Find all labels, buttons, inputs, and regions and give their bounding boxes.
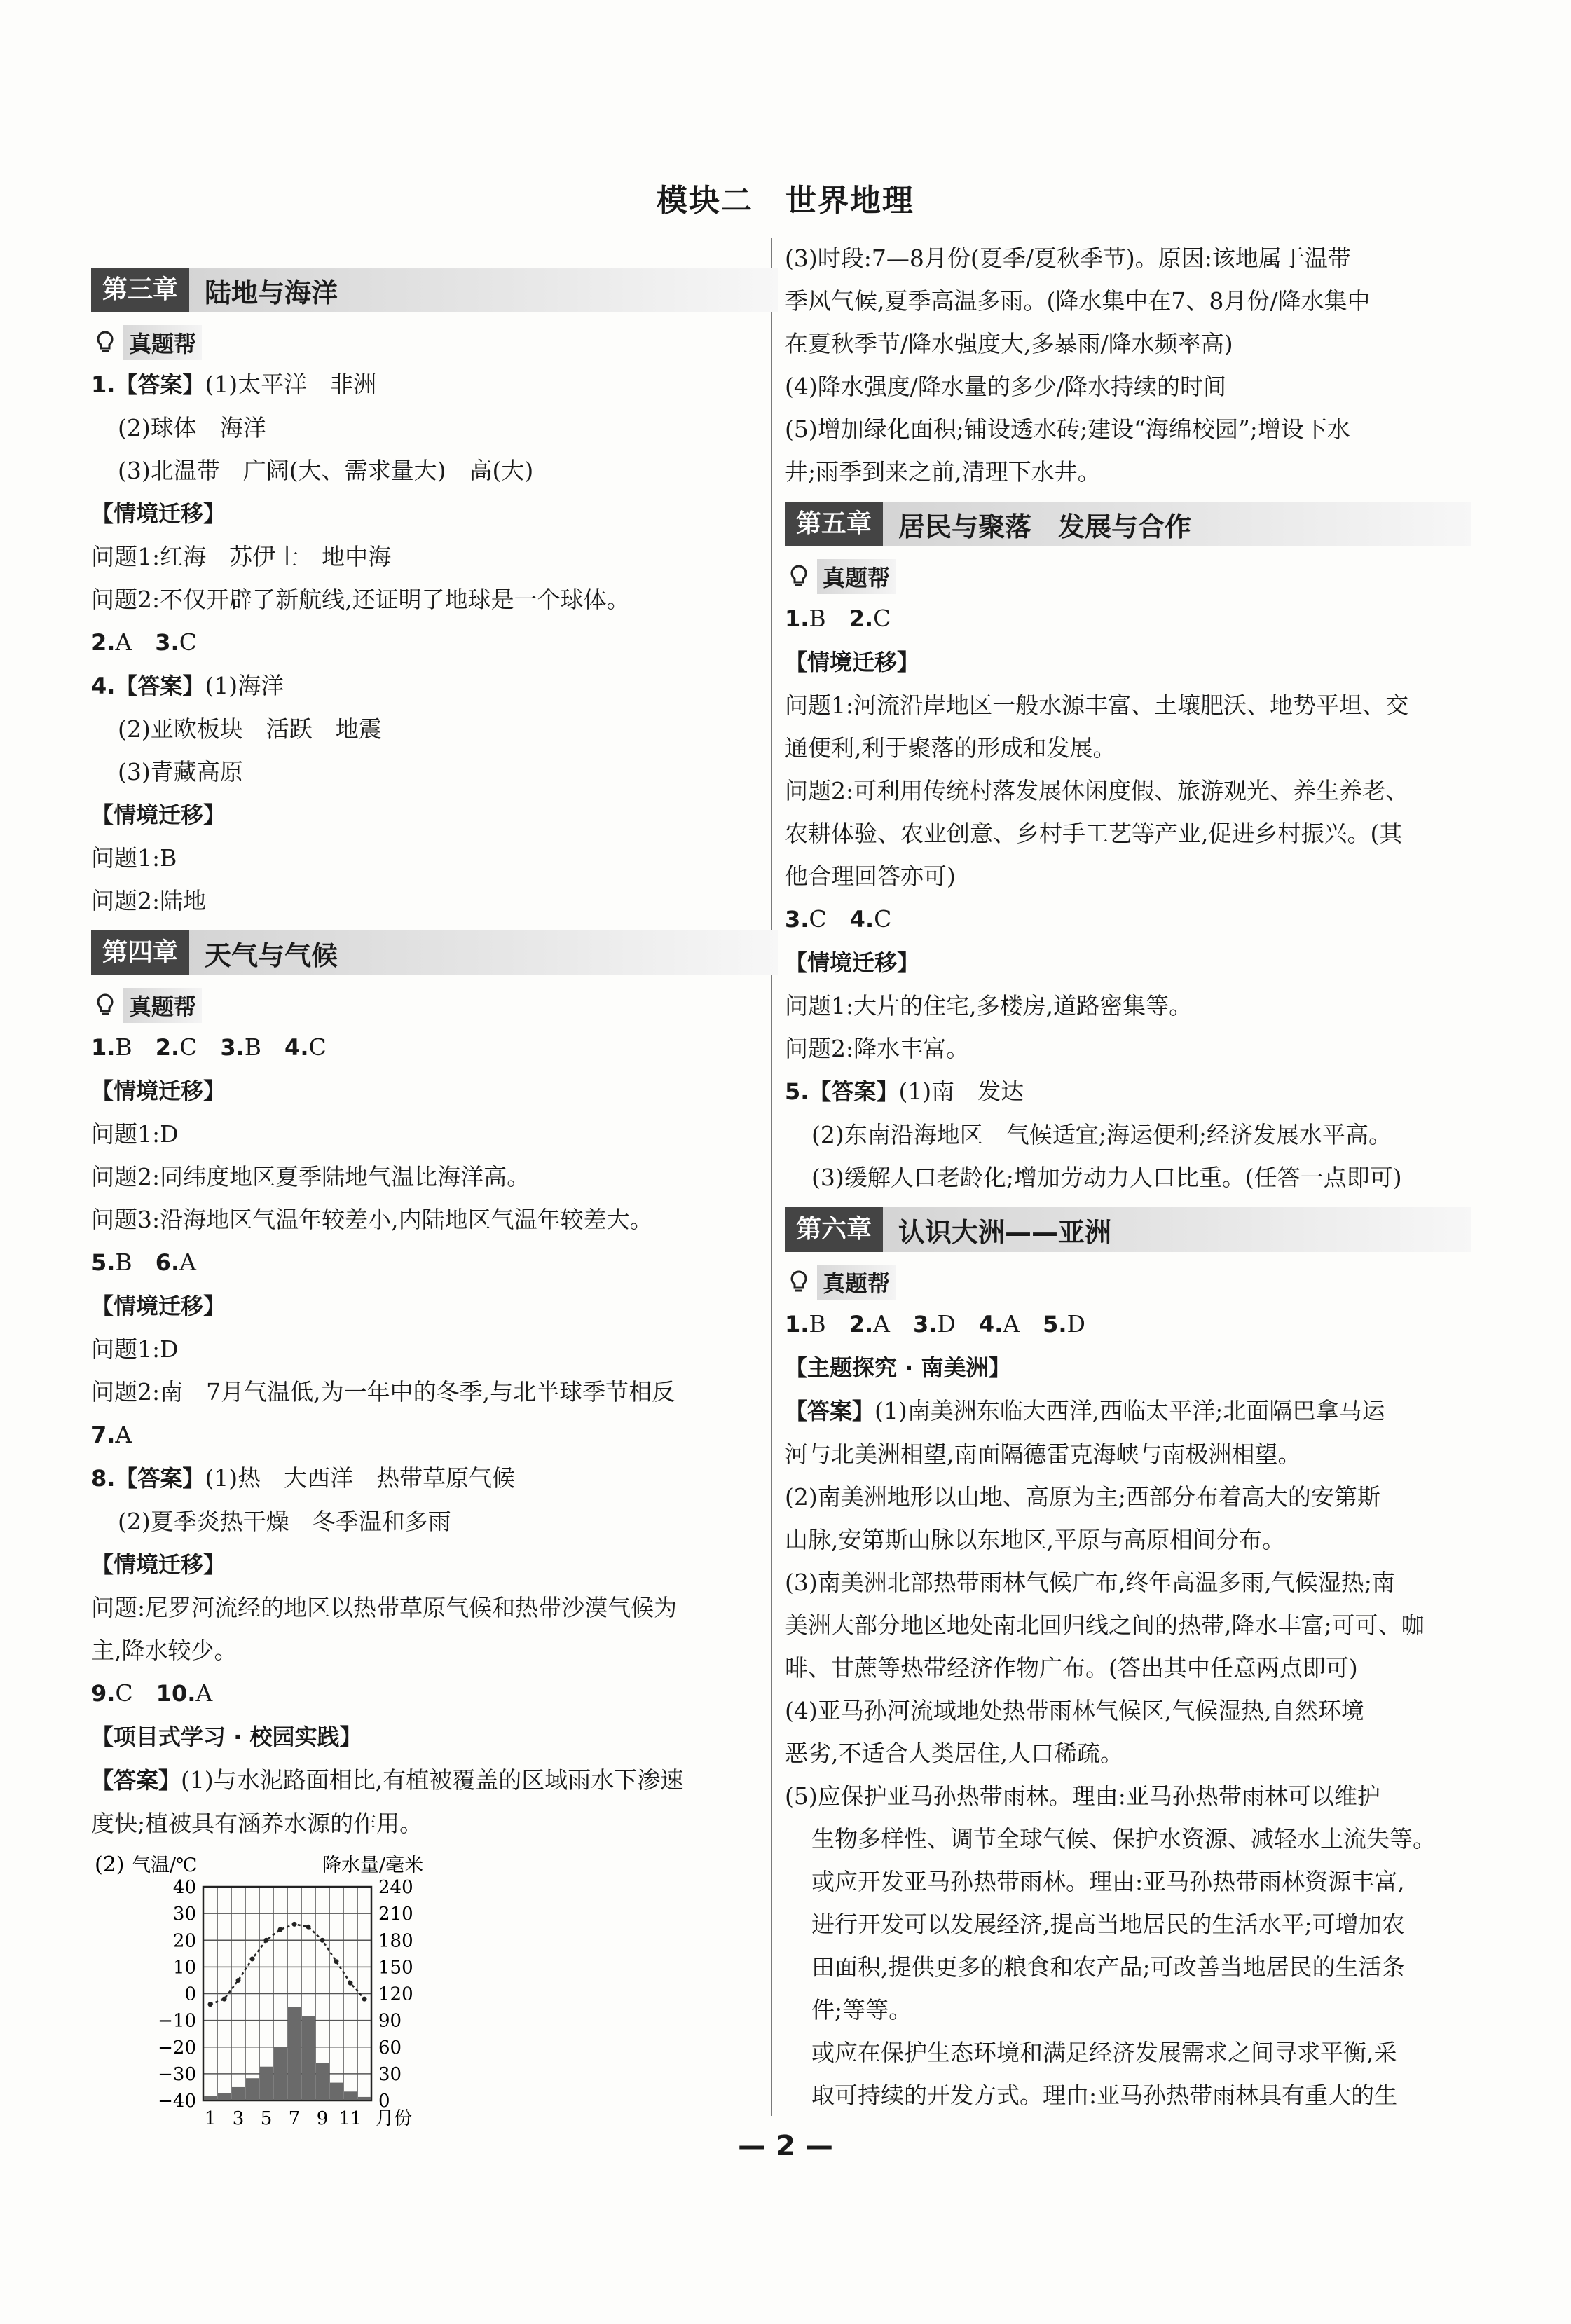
answer-label: 3. <box>912 1311 938 1338</box>
temperature-point <box>334 1959 339 1964</box>
precipitation-bar <box>232 2087 245 2100</box>
chapter-number: 第五章 <box>785 502 883 546</box>
answer-text: 啡、甘蔗等热带经济作物广布。(答出其中任意两点即可) <box>785 1654 1358 1682</box>
answer-label: 1. <box>785 605 809 632</box>
answer-line <box>91 1715 778 1759</box>
x-tick-label: 11 <box>338 2108 362 2129</box>
temperature-point <box>222 1997 227 2002</box>
answer-line <box>91 1113 778 1155</box>
answer-line <box>91 1198 778 1241</box>
answer-text: A <box>873 1310 913 1338</box>
answer-label: 6. <box>155 1249 180 1276</box>
answer-text: (1)南 发达 <box>898 1078 1024 1105</box>
left-column <box>91 259 778 2139</box>
chapter-title: 天气与气候 <box>205 940 338 971</box>
answer-text: (2)夏季炎热干燥 冬季温和多雨 <box>118 1508 451 1535</box>
answer-text: (2)南美洲地形以山地、高原为主;西部分布着高大的安第斯 <box>785 1483 1380 1511</box>
answer-text: 河与北美洲相望,南面隔德雷克海峡与南极洲相望。 <box>785 1441 1301 1468</box>
answer-label: 【情境迁移】 <box>91 500 226 527</box>
x-tick-label: 9 <box>316 2108 329 2129</box>
answer-label: 1. <box>785 1311 809 1338</box>
climate-chart <box>91 1845 778 2139</box>
answer-text: D <box>937 1310 979 1338</box>
answer-line <box>91 837 778 879</box>
answer-line <box>785 898 1471 941</box>
left-tick-label: −20 <box>158 2037 196 2058</box>
x-axis-label: 月份 <box>376 2108 413 2129</box>
answer-label: 3. <box>155 629 179 656</box>
answer-text: 问题2:可利用传统村落发展休闲度假、旅游观光、养生养老、 <box>785 777 1409 804</box>
answer-label: 2. <box>91 629 116 656</box>
answer-text: (1)太平洋 非洲 <box>205 371 377 398</box>
answer-line <box>91 1241 778 1284</box>
answer-label: 【主题探究 · 南美洲】 <box>785 1354 1011 1381</box>
answer-label: 【答案】 <box>91 1767 181 1794</box>
answer-text: (4)亚马孙河流域地处热带雨林气候区,气候湿热,自然环境 <box>785 1697 1364 1724</box>
answer-line <box>91 449 778 492</box>
answer-text: (1)南美洲东临大西洋,西临太平洋;北面隔巴拿马运 <box>874 1397 1385 1424</box>
answer-text: 问题1:红海 苏伊士 地中海 <box>91 543 392 570</box>
answer-line <box>785 1817 1471 1860</box>
answer-text: 问题3:沿海地区气温年较差小,内陆地区气温年较差大。 <box>91 1206 653 1233</box>
answer-line <box>785 640 1471 684</box>
answer-label: 【项目式学习 · 校园实践】 <box>91 1724 362 1750</box>
answer-line <box>91 1500 778 1543</box>
right-tick-label: 30 <box>378 2063 402 2085</box>
precipitation-bar <box>274 2047 287 2100</box>
answer-text: (5)应保护亚马孙热带雨林。理由:亚马孙热带雨林可以维护 <box>785 1782 1380 1810</box>
left-tick-label: 40 <box>172 1877 196 1898</box>
chapter-3-header <box>91 268 778 312</box>
answer-line <box>785 597 1471 640</box>
precipitation-bar <box>288 2007 301 2100</box>
answer-text: D <box>1066 1310 1085 1338</box>
answer-text: A <box>115 1421 132 1448</box>
answer-line <box>785 1113 1471 1156</box>
answer-text: A <box>1003 1310 1043 1338</box>
answer-text: (1)热 大西洋 热带草原气候 <box>205 1464 516 1492</box>
answer-text: A <box>195 1679 213 1707</box>
answer-line <box>91 664 778 708</box>
right-tick-label: 210 <box>378 1904 413 1925</box>
chapter-4-answers <box>91 1026 778 1845</box>
answer-label: 5.【答案】 <box>785 1078 899 1105</box>
right-tick-label: 150 <box>378 1957 413 1979</box>
answer-label: 【情境迁移】 <box>91 1293 226 1319</box>
answer-label: 【情境迁移】 <box>785 949 920 976</box>
answer-line <box>785 1433 1471 1476</box>
answer-text: A <box>179 1249 196 1276</box>
answer-line <box>785 727 1471 769</box>
answer-label: 【情境迁移】 <box>91 802 226 828</box>
answer-text: 问题:尼罗河流经的地区以热带草原气候和热带沙漠气候为 <box>91 1594 678 1621</box>
chapter-5-answers <box>785 597 1471 1199</box>
answer-label: 2. <box>849 605 874 632</box>
chapter-6-answers <box>785 1302 1471 2117</box>
answer-line <box>91 1284 778 1328</box>
answer-line <box>785 1389 1471 1433</box>
answer-text: 农耕体验、农业创意、乡村手工艺等产业,促进乡村振兴。(其 <box>785 820 1403 847</box>
lightbulb-icon <box>91 329 119 357</box>
answer-label: 1. <box>91 1034 116 1061</box>
answer-text: C <box>873 605 891 632</box>
answer-label: 4.【答案】 <box>91 673 205 699</box>
precipitation-bar <box>218 2093 231 2100</box>
answer-line <box>785 1988 1471 2031</box>
answer-line <box>785 1561 1471 1604</box>
answer-text: C <box>179 628 197 656</box>
answer-text: (3)青藏高原 <box>118 758 243 785</box>
answer-text: 问题2:陆地 <box>91 887 207 914</box>
precipitation-bar <box>260 2067 273 2100</box>
answer-text: (3)缓解人口老龄化;增加劳动力人口比重。(任答一点即可) <box>811 1164 1402 1191</box>
answer-text: (1)与水泥路面相比,有植被覆盖的区域雨水下渗速 <box>181 1766 684 1794</box>
answer-text: 问题1:B <box>91 844 177 872</box>
lightbulb-icon <box>91 991 119 1019</box>
left-tick-label: −30 <box>158 2063 196 2085</box>
answer-line <box>785 941 1471 984</box>
answer-text: (3)北温带 广阔(大、需求量大) 高(大) <box>118 457 534 484</box>
temperature-point <box>362 1997 367 2002</box>
left-axis-label: 气温/℃ <box>132 1855 198 1876</box>
answer-label: 【情境迁移】 <box>785 649 920 675</box>
precipitation-bar <box>302 2016 315 2100</box>
temperature-point <box>208 2002 213 2007</box>
chapter-4-header <box>91 930 778 975</box>
answer-line <box>91 1543 778 1586</box>
answer-line <box>91 1802 778 1845</box>
answer-line <box>785 1476 1471 1518</box>
right-tick-label: 180 <box>378 1930 413 1952</box>
answer-label: 4. <box>284 1034 309 1061</box>
answer-text: 问题2:南 7月气温低,为一年中的冬季,与北半球季节相反 <box>91 1378 675 1405</box>
chapter-6-header <box>785 1207 1471 1252</box>
section-heading: 真题帮 <box>91 322 778 363</box>
answer-line: 井;雨季到来之前,清理下水井。 <box>785 458 1101 486</box>
answer-text: B <box>115 1249 156 1276</box>
answer-line <box>785 684 1471 727</box>
answer-text: 主,降水较少。 <box>91 1637 238 1664</box>
precipitation-bar <box>344 2091 357 2100</box>
temperature-point <box>278 1927 283 1932</box>
answer-line <box>91 1370 778 1413</box>
answer-line <box>785 1156 1471 1199</box>
answer-text: (2)球体 海洋 <box>118 414 266 441</box>
chapter-number: 第六章 <box>785 1207 883 1252</box>
right-tick-label: 0 <box>378 2091 390 2112</box>
answer-text: C <box>308 1033 327 1061</box>
precipitation-bar <box>204 2096 217 2100</box>
answer-text: 田面积,提供更多的粮食和农产品;可改善当地居民的生活条 <box>811 1953 1405 1981</box>
answer-line <box>785 1732 1471 1775</box>
x-tick-label: 5 <box>260 2108 273 2129</box>
right-axis-label: 降水量/毫米 <box>322 1855 424 1876</box>
answer-label: 2. <box>849 1311 874 1338</box>
answer-label: 10. <box>156 1680 196 1707</box>
answer-text: A <box>115 628 156 656</box>
temperature-point <box>348 1981 353 1986</box>
chapter-5-header <box>785 502 1471 546</box>
chart-part-label: (2) <box>95 1852 125 1877</box>
right-tick-label: 90 <box>378 2010 402 2032</box>
left-tick-label: 20 <box>172 1930 196 1952</box>
precipitation-bar <box>358 2097 371 2100</box>
precipitation-bar <box>246 2078 259 2100</box>
answer-text: 问题1:河流沿岸地区一般水源丰富、土壤肥沃、地势平坦、交 <box>785 692 1409 719</box>
answer-text: C <box>809 905 850 933</box>
answer-text: 美洲大部分地区地处南北回归线之间的热带,降水丰富;可可、咖 <box>785 1611 1425 1639</box>
answer-line <box>91 578 778 621</box>
answer-line <box>785 1689 1471 1732</box>
answer-line <box>785 1518 1471 1561</box>
continued-answers <box>785 237 1471 493</box>
answer-label: 4. <box>849 906 874 933</box>
answer-line <box>91 1328 778 1370</box>
precipitation-bar <box>316 2063 329 2100</box>
answer-line <box>785 1070 1471 1113</box>
answer-label: 【答案】 <box>785 1398 875 1424</box>
answer-line <box>91 621 778 664</box>
answer-line <box>91 793 778 837</box>
answer-label: 5. <box>1043 1311 1067 1338</box>
right-tick-label: 120 <box>378 1983 413 2005</box>
answer-line: 季风气候,夏季高温多雨。(降水集中在7、8月份/降水集中 <box>785 287 1371 315</box>
answer-line: 在夏秋季节/降水强度大,多暴雨/降水频率高) <box>785 330 1233 357</box>
answer-line <box>91 1413 778 1457</box>
answer-line <box>91 1069 778 1113</box>
answer-text: 通便利,利于聚落的形成和发展。 <box>785 734 1116 762</box>
answer-label: 8.【答案】 <box>91 1465 205 1492</box>
answer-label: 1.【答案】 <box>91 371 205 398</box>
answer-line <box>91 363 778 406</box>
chapter-title: 陆地与海洋 <box>205 277 338 308</box>
answer-text: 问题1:D <box>91 1120 179 1148</box>
answer-text: 度快;植被具有涵养水源的作用。 <box>91 1810 423 1837</box>
answer-text: 进行开发可以发展经济,提高当地居民的生活水平;可增加农 <box>811 1911 1405 1938</box>
chapter-title: 认识大洲——亚洲 <box>898 1216 1112 1248</box>
answer-line <box>91 406 778 449</box>
answer-text: (2)东南沿海地区 气候适宜;海运便利;经济发展水平高。 <box>811 1121 1392 1148</box>
temperature-point <box>306 1925 311 1930</box>
answer-line <box>785 1946 1471 1988</box>
answer-line <box>785 1027 1471 1070</box>
answer-line <box>785 2074 1471 2117</box>
answer-text: 问题1:大片的住宅,多楼房,道路密集等。 <box>785 992 1193 1019</box>
answer-line <box>785 855 1471 898</box>
answer-text: B <box>809 605 849 632</box>
chapter-number: 第四章 <box>91 930 189 975</box>
right-tick-label: 60 <box>378 2037 402 2058</box>
x-tick-label: 7 <box>288 2108 301 2129</box>
answer-text: (2)亚欧板块 活跃 地震 <box>118 715 382 743</box>
answer-line <box>91 535 778 578</box>
chapter-title: 居民与聚落 发展与合作 <box>898 511 1192 542</box>
answer-label: 2. <box>155 1034 180 1061</box>
answer-label: 9. <box>91 1680 116 1707</box>
chapter-number: 第三章 <box>91 268 189 312</box>
left-tick-label: 30 <box>172 1904 196 1925</box>
answer-label: 【情境迁移】 <box>91 1551 226 1578</box>
left-tick-label: −40 <box>158 2091 196 2112</box>
right-tick-label: 240 <box>378 1877 413 1898</box>
answer-line <box>91 708 778 750</box>
answer-text: (1)海洋 <box>205 672 284 699</box>
answer-line <box>785 1903 1471 1946</box>
section-heading: 真题帮 <box>91 985 778 1026</box>
answer-label: 3. <box>220 1034 245 1061</box>
answer-text: B <box>809 1310 849 1338</box>
answer-label: 7. <box>91 1422 116 1448</box>
answer-text: C <box>179 1033 221 1061</box>
answer-line <box>785 1860 1471 1903</box>
answer-text: B <box>115 1033 156 1061</box>
answer-line <box>91 1586 778 1629</box>
section-heading: 真题帮 <box>785 1262 1471 1302</box>
answer-line: (3)时段:7—8月份(夏季/夏秋季节)。原因:该地属于温带 <box>785 245 1351 272</box>
answer-line <box>785 1302 1471 1346</box>
temperature-point <box>320 1938 325 1943</box>
answer-line: (5)增加绿化面积;铺设透水砖;建设“海绵校园”;增设下水 <box>785 415 1350 443</box>
answer-label: 5. <box>91 1249 116 1276</box>
answer-text: 问题2:不仅开辟了新航线,还证明了地球是一个球体。 <box>91 586 630 613</box>
answer-line <box>785 1646 1471 1689</box>
answer-text: (3)南美洲北部热带雨林气候广布,终年高温多雨,气候湿热;南 <box>785 1569 1395 1596</box>
answer-label: 3. <box>785 906 809 933</box>
temperature-point <box>292 1922 297 1927</box>
answer-line <box>785 2031 1471 2074</box>
answer-line <box>91 1155 778 1198</box>
page-number: — 2 — <box>738 2130 833 2162</box>
answer-line <box>785 1604 1471 1646</box>
answer-line <box>785 769 1471 812</box>
answer-text: 问题1:D <box>91 1335 179 1363</box>
right-column <box>785 237 1471 2117</box>
answer-line <box>785 1775 1471 1817</box>
section-heading: 真题帮 <box>785 556 1471 597</box>
lightbulb-icon <box>785 563 813 591</box>
answer-text: 问题2:同纬度地区夏季陆地气温比海洋高。 <box>91 1163 530 1190</box>
answer-text: 或应在保护生态环境和满足经济发展需求之间寻求平衡,采 <box>811 2039 1397 2066</box>
answer-text: 问题2:降水丰富。 <box>785 1035 970 1062</box>
temperature-point <box>250 1956 255 1961</box>
left-tick-label: 0 <box>184 1983 196 2005</box>
x-tick-label: 3 <box>232 2108 245 2129</box>
page-title: 模块二 世界地理 <box>657 183 914 219</box>
x-tick-label: 1 <box>204 2108 217 2129</box>
answer-line <box>91 879 778 922</box>
answer-label: 【情境迁移】 <box>91 1078 226 1104</box>
answer-text: 或应开发亚马孙热带雨林。理由:亚马孙热带雨林资源丰富, <box>811 1868 1405 1895</box>
precipitation-bar <box>330 2083 343 2100</box>
answer-text: 生物多样性、调节全球气候、保护水资源、减轻水土流失等。 <box>811 1825 1436 1852</box>
answer-line <box>785 1346 1471 1389</box>
temperature-point <box>236 1978 241 1983</box>
answer-text: 取可持续的开发方式。理由:亚马孙热带雨林具有重大的生 <box>811 2082 1398 2109</box>
chapter-3-answers <box>91 363 778 922</box>
answer-line <box>91 750 778 793</box>
left-tick-label: −10 <box>158 2010 196 2032</box>
lightbulb-icon <box>785 1268 813 1296</box>
answer-line <box>785 812 1471 855</box>
answer-line: (4)降水强度/降水量的多少/降水持续的时间 <box>785 373 1226 400</box>
answer-text: 件;等等。 <box>811 1996 912 2023</box>
answer-text: 他合理回答亦可) <box>785 862 956 890</box>
answer-line <box>91 1457 778 1500</box>
answer-text: C <box>874 905 892 933</box>
answer-line <box>785 984 1471 1027</box>
answer-line <box>91 1759 778 1802</box>
answer-line <box>91 492 778 535</box>
answer-line <box>91 1672 778 1715</box>
climate-chart-svg <box>91 1845 512 2139</box>
answer-text: B <box>244 1033 285 1061</box>
answer-text: 山脉,安第斯山脉以东地区,平原与高原相间分布。 <box>785 1526 1285 1553</box>
left-tick-label: 10 <box>172 1957 196 1979</box>
temperature-point <box>264 1938 269 1943</box>
answer-line <box>91 1629 778 1672</box>
answer-label: 4. <box>978 1311 1003 1338</box>
answer-line <box>91 1026 778 1069</box>
answer-text: C <box>115 1679 156 1707</box>
answer-text: 恶劣,不适合人类居住,人口稀疏。 <box>785 1740 1123 1767</box>
